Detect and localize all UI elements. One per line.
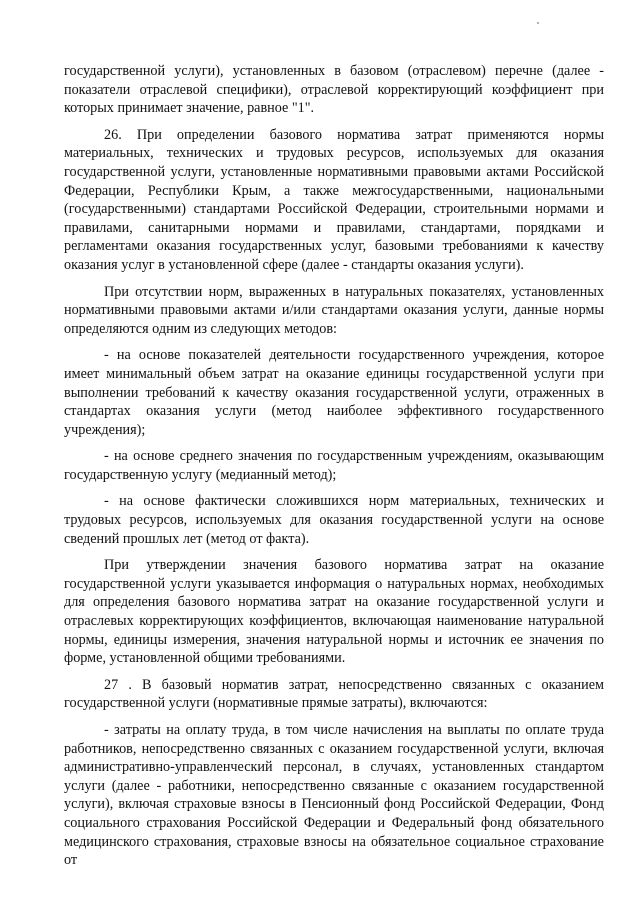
paragraph-clause-26: 26. При определении базового норматива затрат применяются нормы материальных, технических и трудовых ресурсов, используемых для оказания государственной услуги, установленные нормативными правовыми актами Российской Федерации, Республики Крым, а также межгосударственными, национальными (государственными) стандартами Российской Федерации, строительными нормами и правилами, санитарными нормами и правилами, стандартами, порядками и регламентами оказания государственных услуг, базовыми требованиями к качеству оказания услуг в установленной сфере (далее - стандарты оказания услуги). [64,126,604,273]
document-body [64,62,604,878]
paragraph-labor-costs: - затраты на оплату труда, в том числе начисления на выплаты по оплате труда работников, непосредственно связанных с оказанием государственной услуги, включая административно-управленческий персонал, в случаях, установленных стандартом услуги (далее - работники, непосредственно связанные с оказанием государственной услуги), включая страховые взносы в Пенсионный фонд Российской Федерации, Фонд социального страхования Российской Федерации и Федеральный фонд обязательного медицинского страхования, страховые взносы на обязательное социальное страхование от [64,722,604,869]
paragraph-method-efficient: - на основе показателей деятельности государственного учреждения, которое имеет минимальный объем затрат на оказание единицы государственной услуги при выполнении требований к качеству оказания государственной услуги, отраженных в стандартах оказания услуги (метод наиболее эффективного государственного учреждения); [64,347,604,438]
paragraph-continuation: государственной услуги), установленных в базовом (отраслевом) перечне (далее - показатели отраслевой специфики), отраслевой корректирующий коэффициент при которых принимает значение, равное "1". [64,63,604,117]
paragraph-absent-norms: При отсутствии норм, выраженных в натуральных показателях, установленных нормативными правовыми актами и/или стандартами оказания услуги, данные нормы определяются одним из следующих методов: [64,283,604,337]
paragraph-method-median: - на основе среднего значения по государственным учреждениям, оказывающим государственную услугу (медианный метод); [64,448,604,483]
scan-speck [537,22,539,24]
paragraph-clause-27: 27 . В базовый норматив затрат, непосредственно связанных с оказанием государственной услуги (нормативные прямые затраты), включаются: [64,676,604,712]
paragraph-approval-info: При утверждении значения базового норматива затрат на оказание государственной услуги указывается информация о натуральных нормах, необходимых для определения базового норматива затрат на оказание государственной услуги и отраслевых корректирующих коэффициентов, включающая наименование натуральной нормы, единицы измерения, значения натуральной нормы и источник ее значения по форме, установленной общими требованиями. [64,557,604,667]
paragraph-method-fact: - на основе фактически сложившихся норм материальных, технических и трудовых ресурсов, используемых для оказания государственной услуги на основе сведений прошлых лет (метод от факта). [64,493,604,547]
